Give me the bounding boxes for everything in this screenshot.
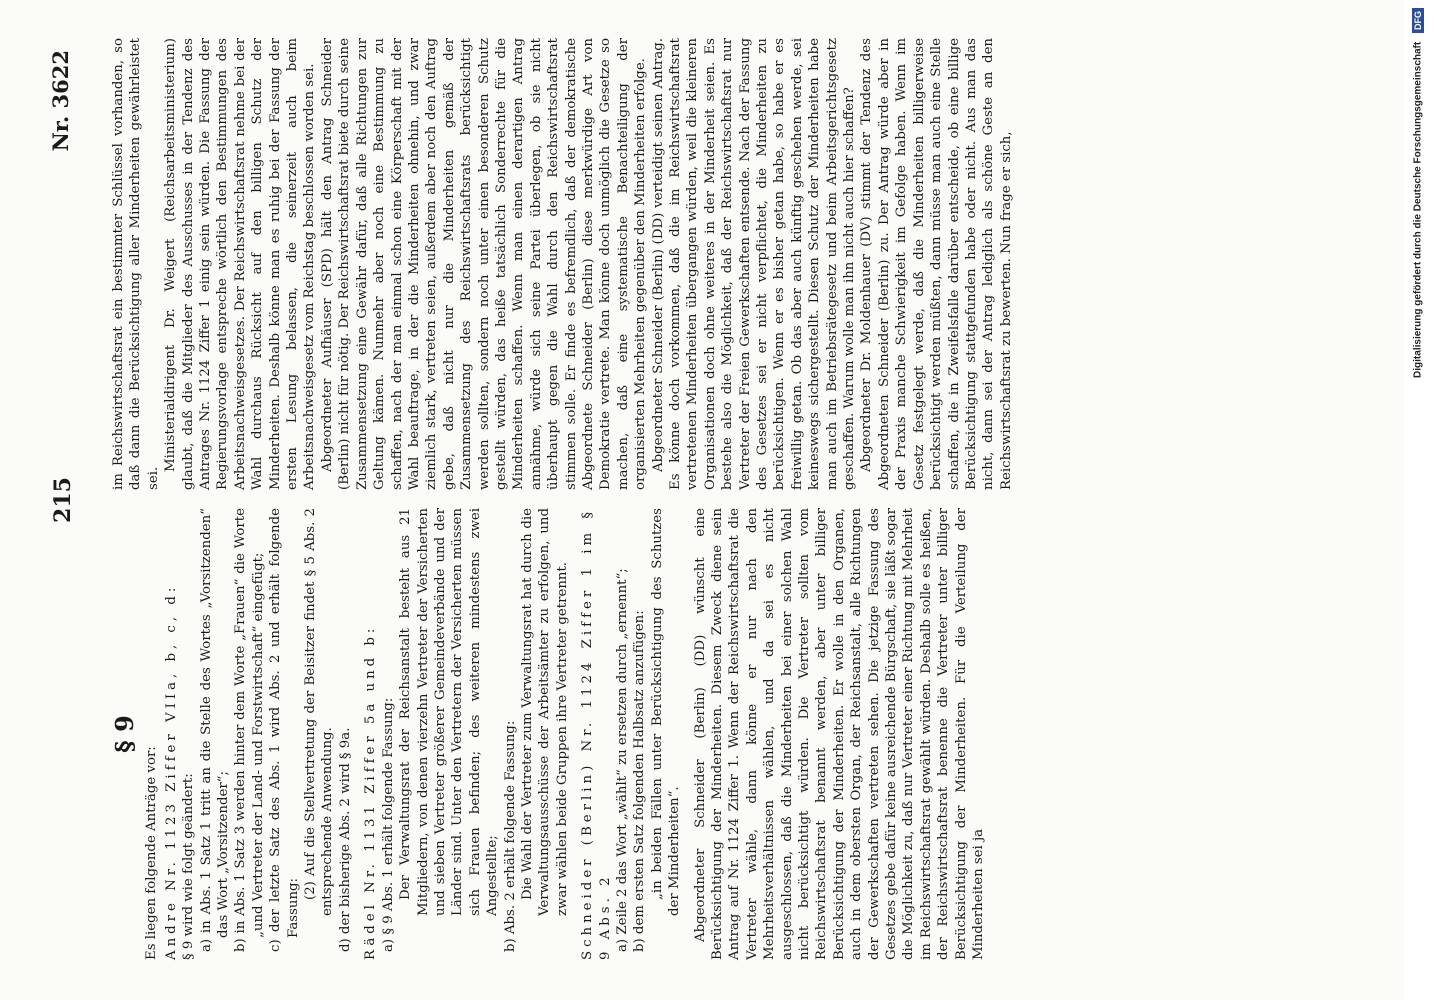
- funding-note: [1412, 0, 1424, 1000]
- motion-raedel-item-a: a) § 9 Abs. 1 erhält folgende Fassung:: [380, 697, 396, 952]
- motion-raedel-item-b-text: Die Wahl der Vertreter zum Verwaltungsrat hat durch die Verwaltungsausschüsse der Arbeitsämter zu erfolgen, und zwar wählen beide Gruppen ihre Vertreter getrennt.: [519, 508, 570, 916]
- motion-andre-item-a: a) in Abs. 1 Satz 1 tritt an die Stelle des Wortes „Vorsitzenden“ das Wort „Vorsitzender“;: [198, 508, 232, 952]
- section-heading: § 9: [110, 715, 139, 753]
- funding-note-text: Digitalisierung gefördert durch die Deutsche Forschungsgemeinschaft: [1412, 41, 1424, 378]
- motion-andre-heading: Andre Nr. 1123 Ziffer VIIa, b, c, d:: [163, 583, 179, 960]
- left-column: [110, 508, 988, 960]
- motion-schneider-item-a: a) Zeile 2 das Wort „wählt“ zu ersetzen durch „ernennt“;: [614, 568, 630, 952]
- speech-aufhaeuser: Abgeordneter Aufhäuser (SPD) hält den Antrag Schneider (Berlin) nicht für nötig. Der Reichswirtschaftsrat biete durch seine Zusammensetzung eine Gewähr dafür, daß alle Richtungen zur Geltung kämen. Nunmehr aber noch eine Bestimmung zu schaffen, nach der man einmal schon eine Körperschaft mit der Wahl beauftrage, in der die Minderheiten ohnehin, und zwar ziemlich stark, vertreten seien, außerdem aber noch den Auftrag gebe, daß nicht nur die Minderheiten gemäß der Zusammensetzung des Reichswirtschaftsrats berücksichtigt werden sollten, sondern noch unter einen besonderen Schutz gestellt würden, das heiße tatsächlich Sonderrechte für die Minderheiten schaffen. Wenn man einen derartigen Antrag annähme, würde sich seine Partei überlegen, ob sie nicht überhaupt gegen die Wahl durch den Reichswirtschaftsrat stimmen solle. Er finde es befremdlich, daß der demokratische Abgeordnete Schneider (Berlin) diese merkwürdige Art von Demokratie vertrete. Man könne doch unmöglich die Gesetze so machen, daß eine systematische Benachteiligung der organisierten Mehrheiten gegenüber den Minderheiten erfolge.: [319, 38, 649, 490]
- page-number: 215: [50, 477, 76, 523]
- right-column: [110, 38, 1015, 490]
- speech-schneider: Abgeordneter Schneider (Berlin) (DD) wünscht eine Berücksichtigung der Minderheiten. Diesem Zweck diene sein Antrag auf Nr. 1124 Ziffer 1. Wenn der Reichswirtschaftsrat die Vertreter wähle, dann könne er nur nach den Mehrheitsverhältnissen wählen, und da sei es nicht ausgeschlossen, daß die Minderheiten bei einer solchen Wahl nicht berücksichtigt würden. Die Vertreter sollten vom Reichswirtschaftsrat benannt werden, aber unter billiger Berücksichtigung der Minderheiten. Er wolle in den Organen, auch in dem obersten Organ, der Reichsanstalt, alle Richtungen der Gewerkschaften vertreten sehen. Die jetzige Fassung des Gesetzes gebe dafür keine ausreichende Bürgschaft, sie läßt sogar die Möglichkeit zu, daß nur Vertreter einer Richtung mit Mehrheit im Reichswirtschaftsrat gewählt würden. Deshalb solle es heißen, der Reichswirtschaftsrat benenne die Vertreter unter billiger Berücksichtigung der Minderheiten. Für die Verteilung der Minderheiten sei ja: [692, 508, 987, 960]
- intro-text: Es liegen folgende Anträge vor:: [144, 746, 160, 960]
- speech-moldenhauer: Abgeordneter Dr. Moldenhauer (DV) stimmt der Tendenz des Abgeordneten Schneider (Berlin) zu. Der Antrag würde aber in der Praxis manche Schwierigkeit im Gefolge haben. Wenn im Gesetz festgelegt werde, daß die Minderheiten billigerweise berücksichtigt werden müßten, dann müsse man auch eine Stelle schaffen, die in Zweifelsfalle darüber entscheide, ob eine billige Berücksichtigung stattgefunden habe oder nicht. Aus man das nicht, dann sei der Antrag lediglich als schöne Geste an den Reichswirtschaftsrat zu bewerten. Nun frage er sich,: [859, 38, 1014, 490]
- motion-andre-item-b: b) in Abs. 1 Satz 3 werden hinter dem Worte „Frauen“ die Worte „und Vertreter der Land- und Forstwirtschaft“ eingefügt;: [233, 508, 266, 952]
- dfg-logo: DFG: [1412, 8, 1424, 33]
- motion-raedel-item-b: b) Abs. 2 erhält folgende Fassung:: [502, 720, 518, 952]
- digitization-sidebar: [1404, 0, 1434, 1000]
- motion-andre-item-c-text: (2) Auf die Stellvertretung der Beisitzer findet § 5 Abs. 2 entsprechende Anwendung.: [303, 508, 336, 916]
- speech-schneider-reply: Abgeordneter Schneider (Berlin) (DD) verteidigt seinen Antrag. Es könne doch vorkommen, daß die im Reichswirtschaftsrat vertretenen Minderheiten übergangen würden, weil die kleineren Organisationen doch ohne weiteres in der Minderheit seien. Es bestehe also die Möglichkeit, daß der Reichswirtschaftsrat nur Vertreter der Freien Gewerkschaften entsende. Nach der Fassung des Gesetzes sei er nicht verpflichtet, die Minderheiten zu berücksichtigen. Wenn er es bisher getan habe, so habe er es freiwillig getan. Ob das aber auch künftig geschehen werde, sei keineswegs sichergestellt. Diesen Schutz der Minderheiten habe man auch im Betriebsrätegesetz und beim Arbeitsgerichtsgesetz geschaffen. Warum wolle man ihn nicht auch hier schaffen?: [650, 38, 858, 490]
- motion-raedel-heading: Rädel Nr. 1131 Ziffer 5a und b:: [363, 624, 379, 960]
- document-number: Nr. 3622: [48, 50, 73, 152]
- speech-weigert: Ministerialdirigent Dr. Weigert (Reichsarbeitsministerium) glaubt, daß die Mitglieder des Ausschusses in der Tendenz des Antrages Nr. 1124 Ziffer 1 einig sein würden. Die Fassung der Regierungsvorlage entspreche wörtlich den Bestimmungen des Arbeitsnachweisgesetzes. Der Reichswirtschaftsrat nehme bei der Wahl durchaus Rücksicht auf den billigen Schutz der Minderheiten. Deshalb könne man es ruhig bei der Fassung der ersten Lesung belassen, die seinerzeit auch beim Arbeitsnachweisgesetz vom Reichstag beschlossen worden sei.: [163, 38, 318, 490]
- motion-andre-item-d: d) der bisherige Abs. 2 wird § 9a.: [337, 727, 353, 952]
- motion-schneider-item-b: b) dem ersten Satz folgenden Halbsatz anzufügen:: [632, 610, 648, 952]
- paragraph-continuation: im Reichswirtschaftsrat ein bestimmter Schlüssel vorhanden, so daß dann die Berücksichtigung aller Minderheiten gewährleistet sei.: [111, 38, 161, 490]
- motion-andre-item-c: c) der letzte Satz des Abs. 1 wird Abs. 2 und erhält folgende Fassung:: [268, 508, 301, 952]
- motion-raedel-item-a-text: Der Verwaltungsrat der Reichsanstalt besteht aus 21 Mitgliedern, von denen vierzehn Vertreter der Versicherten und sieben Vertreter größerer Gemeindeverbände und der Länder sind. Unter den Vertretern der Versicherten müssen sich Frauen befinden; des weiteren mindestens zwei Angestellte;: [398, 508, 501, 916]
- motion-schneider-heading: Schneider (Berlin) Nr. 1124 Ziffer 1 im § 9 Abs. 2: [580, 508, 613, 960]
- motion-schneider-item-b-text: „in beiden Fällen unter Berücksichtigung des Schutzes der Minderheiten“.: [649, 508, 683, 916]
- motion-andre-text: § 9 wird wie folgt geändert:: [181, 773, 197, 960]
